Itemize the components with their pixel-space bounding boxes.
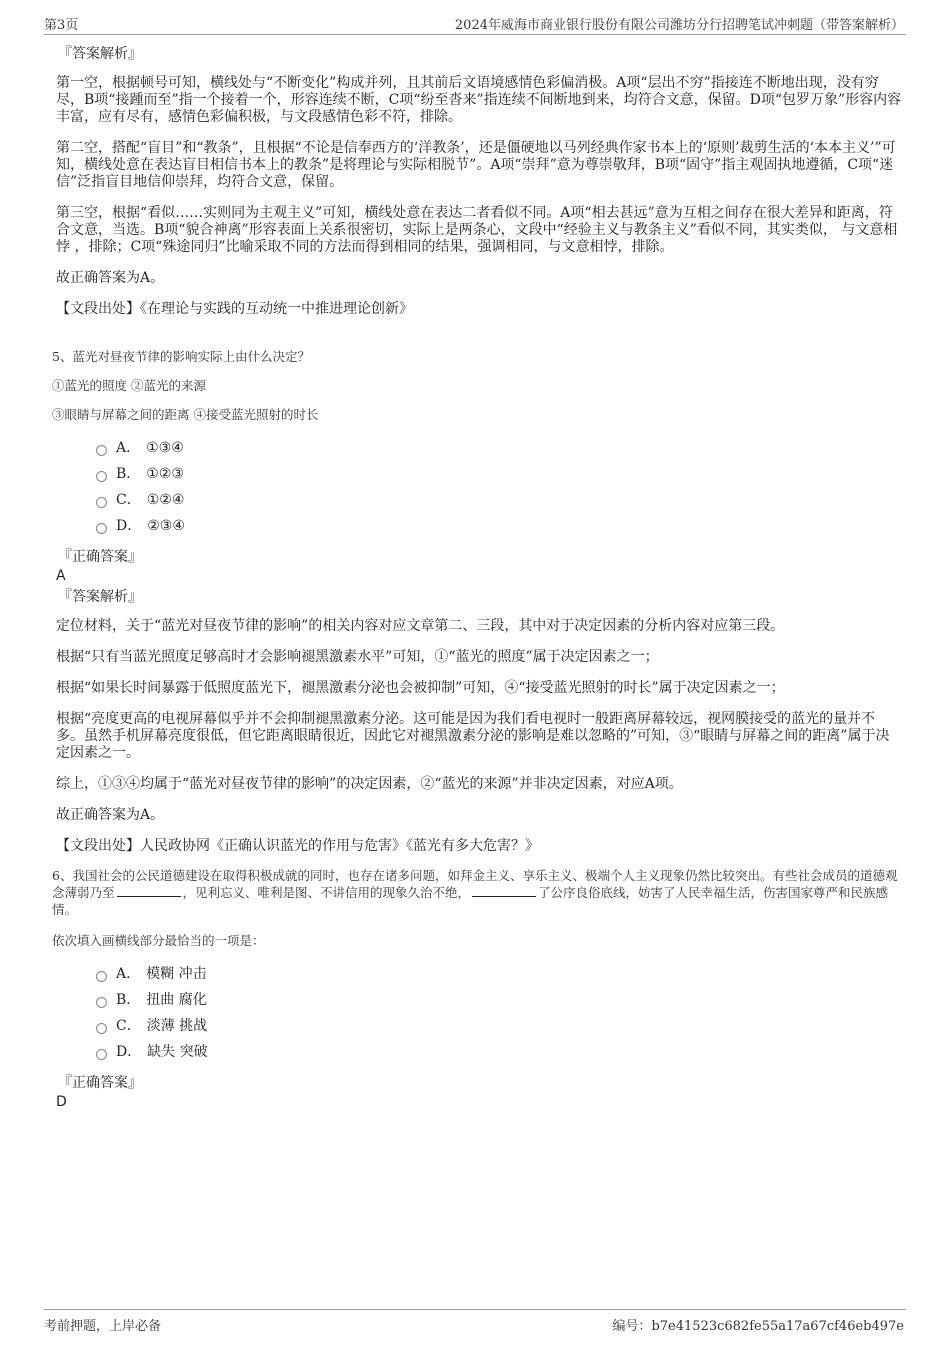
footer-slogan: 考前押题，上岸必备 [44, 1319, 162, 1334]
document-id: 编号：b7e41523c682fe55a17a67cf46eb497e [612, 1319, 904, 1334]
q6-correct-label: 『正确答案』 [58, 1075, 142, 1091]
q4-analysis-para-3: 第三空，根据“看似……实则同为主观主义”可知，横线处意在表达二者看似不同。A项“相去甚远”意为互相之间存在很大差异和距离，符合文意，当选。B项“貌合神离”形容表面上关系很密切，实际上是两条心，文段中“经验主义与教条主义”看似不同，其实类似， 与文意相悖 ，排除；C项“殊途同归”比喻采取不同的方法而得到相同的结果，强调相同，与文意相悖，排除。 [56, 205, 898, 255]
q5-source: 【文段出处】人民政协网《正确认识蓝光的作用与危害》《蓝光有多大危害？》 [56, 838, 539, 854]
q4-source: 【文段出处】《在理论与实践的互动统一中推进理论创新》 [56, 301, 413, 317]
page-footer [44, 1309, 906, 1334]
q5-question: 5、蓝光对昼夜节律的影响实际上由什么决定？ [52, 349, 310, 364]
q5-analysis-para-3: 根据“如果长时间暴露于低照度蓝光下，褪黑激素分泌也会被抑制”可知，④“接受蓝光照射的时长”属于决定因素之一； [56, 680, 785, 696]
q5-analysis-para-4: 根据“亮度更高的电视屏幕似乎并不会抑制褪黑激素分泌。这可能是因为我们看电视时一般距离屏幕较远，视网膜接受的蓝光的量并不多。虽然手机屏幕亮度很低，但它距离眼睛很近，因此它对褪黑激素分泌的影响是难以忽略的”可知，③“眼睛与屏幕之间的距离”属于决定因素之一。 [56, 711, 890, 761]
q6-correct-answer: D [56, 1094, 67, 1110]
radio-icon[interactable] [96, 971, 107, 982]
q4-analysis-label: 『答案解析』 [58, 46, 142, 62]
q5-analysis-para-2: 根据“只有当蓝光照度足够高时才会影响褪黑激素水平”可知，①“蓝光的照度”属于决定因素之一； [56, 649, 659, 665]
q5-analysis-para-5: 综上，①③④均属于“蓝光对昼夜节律的影响”的决定因素，②“蓝光的来源”并非决定因素，对应A项。 [56, 776, 683, 792]
answer-blank [472, 896, 536, 897]
page-number: 第3页 [44, 18, 79, 33]
q5-conclusion: 故正确答案为A。 [56, 807, 165, 823]
radio-icon[interactable] [96, 997, 107, 1008]
q5-option-b[interactable]: B． ①②③ [96, 461, 902, 487]
q5-options [96, 435, 902, 539]
q6-option-c[interactable]: C． 淡薄 挑战 [96, 1013, 902, 1039]
q6-question: 6、我国社会的公民道德建设在取得积极成就的同时，也存在诸多问题，如拜金主义、享乐主义、极端个人主义现象仍然比较突出。有些社会成员的道德观念薄弱乃至 ，见利忘义、唯利是图、不讲信用的现象久治不绝， 了公序良俗底线，妨害了人民幸福生活，伤害国家尊严和民族感情。 [52, 868, 898, 917]
q5-option-c[interactable]: C． ①②④ [96, 487, 902, 513]
document-title: 2024年威海市商业银行股份有限公司潍坊分行招聘笔试冲刺题（带答案解析） [454, 18, 904, 33]
q5-correct-label: 『正确答案』 [58, 549, 142, 565]
q5-option-d[interactable]: D． ②③④ [96, 513, 902, 539]
q6-option-d[interactable]: D． 缺失 突破 [96, 1039, 902, 1065]
q5-items-line-1: ①蓝光的照度 ②蓝光的来源 [52, 378, 206, 393]
radio-icon[interactable] [96, 1023, 107, 1034]
q5-analysis-label: 『答案解析』 [58, 589, 142, 605]
radio-icon[interactable] [96, 1049, 107, 1060]
q5-option-a[interactable]: A． ①③④ [96, 435, 902, 461]
q4-analysis-para-1: 第一空，根据顿号可知，横线处与“不断变化”构成并列，且其前后文语境感情色彩偏消极。A项“层出不穷”指接连不断地出现，没有穷尽，B项“接踵而至”指一个接着一个，形容连续不断，C项“纷至沓来”指连续不间断地到来，均符合文意，保留。D项“包罗万象”形容内容丰富，应有尽有，感情色彩偏积极，与文段感情色彩不符，排除。 [56, 75, 902, 125]
q4-analysis-para-2: 第二空，搭配“盲目”和“教条”，且根据“不论是信奉西方的‘洋教条’，还是僵硬地以马列经典作家书本上的‘原则’裁剪生活的‘本本主义’”可知，横线处意在表达盲目相信书本上的教条”是将理论与实际相脱节”。A项“崇拜”意为尊崇敬拜，B项“固守”指主观固执地遵循，C项“迷信”泛指盲目地信仰崇拜，均符合文意，保留。 [56, 140, 896, 190]
radio-icon[interactable] [96, 497, 107, 508]
q4-conclusion: 故正确答案为A。 [56, 270, 165, 286]
page-content [52, 46, 902, 1115]
answer-blank [117, 896, 181, 897]
q6-option-b[interactable]: B． 扭曲 腐化 [96, 987, 902, 1013]
q5-analysis-para-1: 定位材料，关于“蓝光对昼夜节律的影响”的相关内容对应文章第二、三段，其中对于决定因素的分析内容对应第三段。 [56, 618, 785, 634]
q6-option-a[interactable]: A． 模糊 冲击 [96, 961, 902, 987]
q6-options [96, 961, 902, 1065]
radio-icon[interactable] [96, 523, 107, 534]
q6-instruction: 依次填入画横线部分最恰当的一项是： [52, 933, 265, 948]
radio-icon[interactable] [96, 445, 107, 456]
q5-items-line-2: ③眼睛与屏幕之间的距离 ④接受蓝光照射的时长 [52, 407, 319, 422]
q5-correct-answer: A [56, 568, 66, 584]
radio-icon[interactable] [96, 471, 107, 482]
page-header [44, 12, 906, 35]
